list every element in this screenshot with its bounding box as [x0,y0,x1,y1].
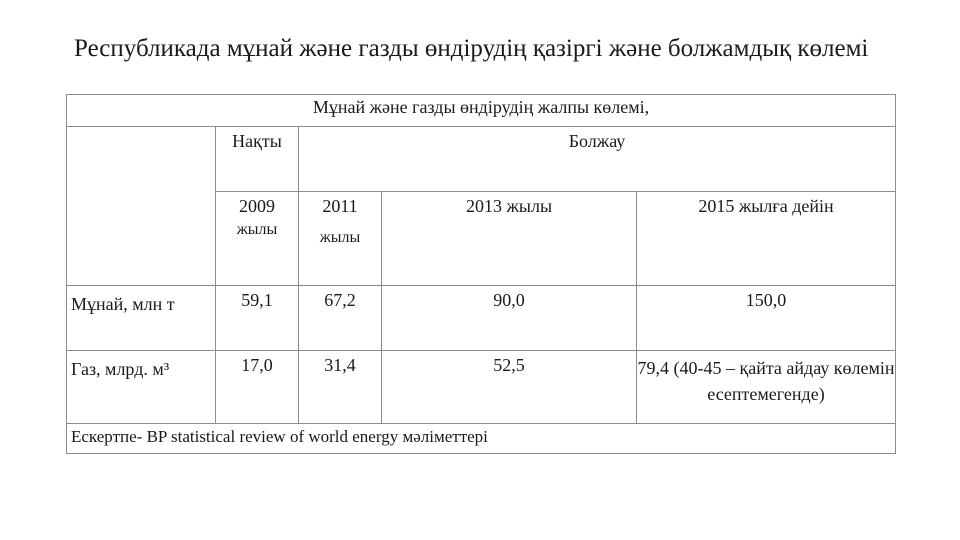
slide-title: Республикада мұнай және газды өндірудің қазіргі және болжамдық көлемі [74,35,869,62]
row-label-oil: Мұнай, млн т [71,294,175,314]
table-row [67,286,896,351]
note-cell [67,424,896,454]
gas-2015-value: 79,4 (40-45 – қайта айдау көлемін есептемегенде) [637,358,895,404]
year-2013-label: 2013 жылы [465,196,553,216]
value-cell [216,351,299,424]
row-label-gas: Газ, млрд. м³ [71,359,170,379]
value-cell [637,286,896,351]
value-cell [299,286,382,351]
year-2011-cell [299,192,382,286]
year-2015-label: 2015 жылға дейін [698,196,834,216]
year-2009-cell [216,192,299,286]
table-caption [67,95,896,127]
value-cell [382,351,637,424]
gas-2009-value: 17,0 [241,355,273,375]
oil-2015-value: 150,0 [745,290,787,310]
year-2011-label [299,192,381,247]
oil-2013-value: 90,0 [493,290,525,310]
table-row [67,351,896,424]
year-2011-bottom: жылы [319,229,361,246]
oil-2011-value: 67,2 [324,290,356,310]
row-label-cell [67,286,216,351]
value-cell [299,351,382,424]
production-table [66,94,896,454]
group-forecast-cell [299,127,896,192]
value-cell [216,286,299,351]
year-2009-bottom: жылы [236,221,278,238]
value-cell [382,286,637,351]
empty-corner-cell [67,127,216,286]
table-caption-row [67,95,896,127]
group-forecast-label: Болжау [568,131,626,151]
year-2009-label [216,192,298,239]
year-2013-cell [382,192,637,286]
value-cell [637,351,896,424]
row-label-cell [67,351,216,424]
year-2015-cell [637,192,896,286]
oil-2009-value: 59,1 [241,290,273,310]
year-2011-top: 2011 [322,196,358,216]
year-2009-top: 2009 [239,196,275,216]
group-actual-label: Нақты [232,131,282,151]
group-header-row [67,127,896,192]
group-actual-cell [216,127,299,192]
gas-2013-value: 52,5 [493,355,525,375]
table-note: Ескертпе- BP statistical review of world energy мәліметтері [71,427,488,446]
table-caption-text: Мұнай және газды өндірудің жалпы көлемі, [312,97,650,117]
gas-2011-value: 31,4 [324,355,356,375]
note-row [67,424,896,454]
